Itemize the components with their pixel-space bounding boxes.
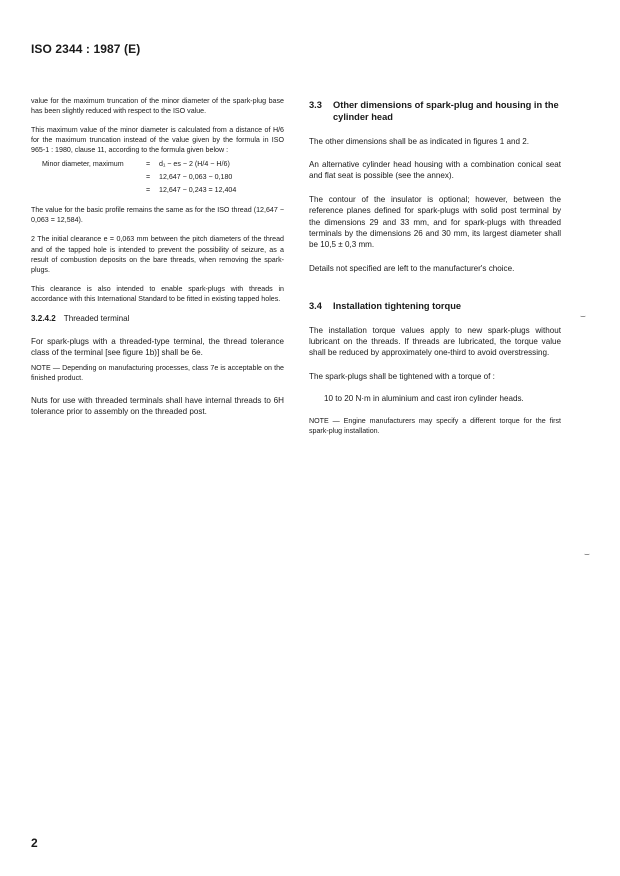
paragraph-details-not-specified: Details not specified are left to the manufacturer's choice. [309, 263, 515, 273]
paragraph-threaded-terminal: For spark-plugs with a threaded-type terminal, the thread tolerance class of the terminal [see figure 1b)] shall be 6e. [31, 337, 284, 358]
note-initial-clearance: 2 The initial clearance e = 0,063 mm between the pitch diameters of the thread and of the tapped hole is intended to prevent the possibility of seizure, as a result of combustion deposits on the bare threads, when removing the spark-plugs. [31, 235, 284, 274]
margin-mark: ⌣ [580, 311, 586, 321]
section-heading-3-3 [309, 99, 561, 124]
note-engine-manufacturers: NOTE — Engine manufacturers may specify a different torque for the first spark-plug installation. [309, 417, 561, 436]
page-number: 2 [31, 836, 38, 850]
paragraph-clearance-purpose: This clearance is also intended to enable spark-plugs with threads in accordance with this International Standard to be fitted in existing tapped holes. [31, 284, 284, 303]
formula-equals: = [146, 173, 151, 182]
torque-range-line: 10 to 20 N·m in aluminium and cast iron cylinder heads. [324, 394, 524, 404]
paragraph-minor-diameter-calc: This maximum value of the minor diameter is calculated from a distance of H/6 for the maximum truncation instead of the value given by the formula in ISO 965-1 : 1980, clause 11, according to the formula given below : [31, 126, 284, 155]
section-heading-3-2-4-2 [31, 313, 284, 324]
section-number: 3.3 [309, 100, 322, 110]
section-title: Threaded terminal [63, 314, 130, 323]
formula-line-1: d₁ − es − 2 (H/4 − H/6) [159, 160, 230, 169]
section-number: 3.2.4.2 [31, 314, 56, 323]
paragraph-tightening: The spark-plugs shall be tightened with a torque of : [309, 371, 495, 381]
section-heading-3-4 [309, 300, 561, 312]
section-title: Installation tightening torque [333, 301, 462, 312]
section-title: Other dimensions of spark-plug and housing in the cylinder head [333, 100, 559, 123]
formula-equals: = [146, 185, 151, 194]
paragraph-truncation-continued: value for the maximum truncation of the minor diameter of the spark-plug base has been slightly reduced with respect to the ISO value. [31, 97, 284, 116]
right-column [309, 99, 561, 436]
paragraph-insulator-contour: The contour of the insulator is optional; however, between the reference planes defined for spark-plugs with solid post terminal by the dimensions 29 and 33 mm, and for spark-plugs with threaded terminals by the dimensions 26 and 30 mm, its largest diameter shall be 10,5 ± 0,3 mm. [309, 194, 561, 250]
left-column [31, 96, 284, 418]
document-standard-id: ISO 2344 : 1987 (E) [31, 42, 141, 56]
minor-diameter-formula [31, 158, 284, 196]
note-class-7e: NOTE — Depending on manufacturing processes, class 7e is acceptable on the finished product. [31, 363, 284, 382]
paragraph-alternative-housing: An alternative cylinder head housing with a combination conical seat and flat seat is possible (see the annex). [309, 160, 561, 181]
paragraph-nuts: Nuts for use with threaded terminals shall have internal threads to 6H tolerance prior to assembly on the threaded post. [31, 396, 284, 417]
margin-mark: ⌣ [584, 549, 590, 559]
section-number: 3.4 [309, 301, 322, 312]
formula-equals: = [146, 160, 151, 169]
formula-line-3: 12,647 − 0,243 = 12,404 [159, 185, 237, 194]
paragraph-torque-values: The installation torque values apply to new spark-plugs without lubricant on the threads. If threads are lubricated, the torque value shall be reduced by approximately one-third to avoid overstressing. [309, 325, 561, 358]
paragraph-basic-profile: The value for the basic profile remains the same as for the ISO thread (12,647 − 0,063 = 12,584). [31, 206, 284, 225]
paragraph-other-dimensions: The other dimensions shall be as indicated in figures 1 and 2. [309, 136, 530, 146]
formula-line-2: 12,647 − 0,063 − 0,180 [159, 173, 233, 182]
formula-label: Minor diameter, maximum [42, 160, 124, 169]
